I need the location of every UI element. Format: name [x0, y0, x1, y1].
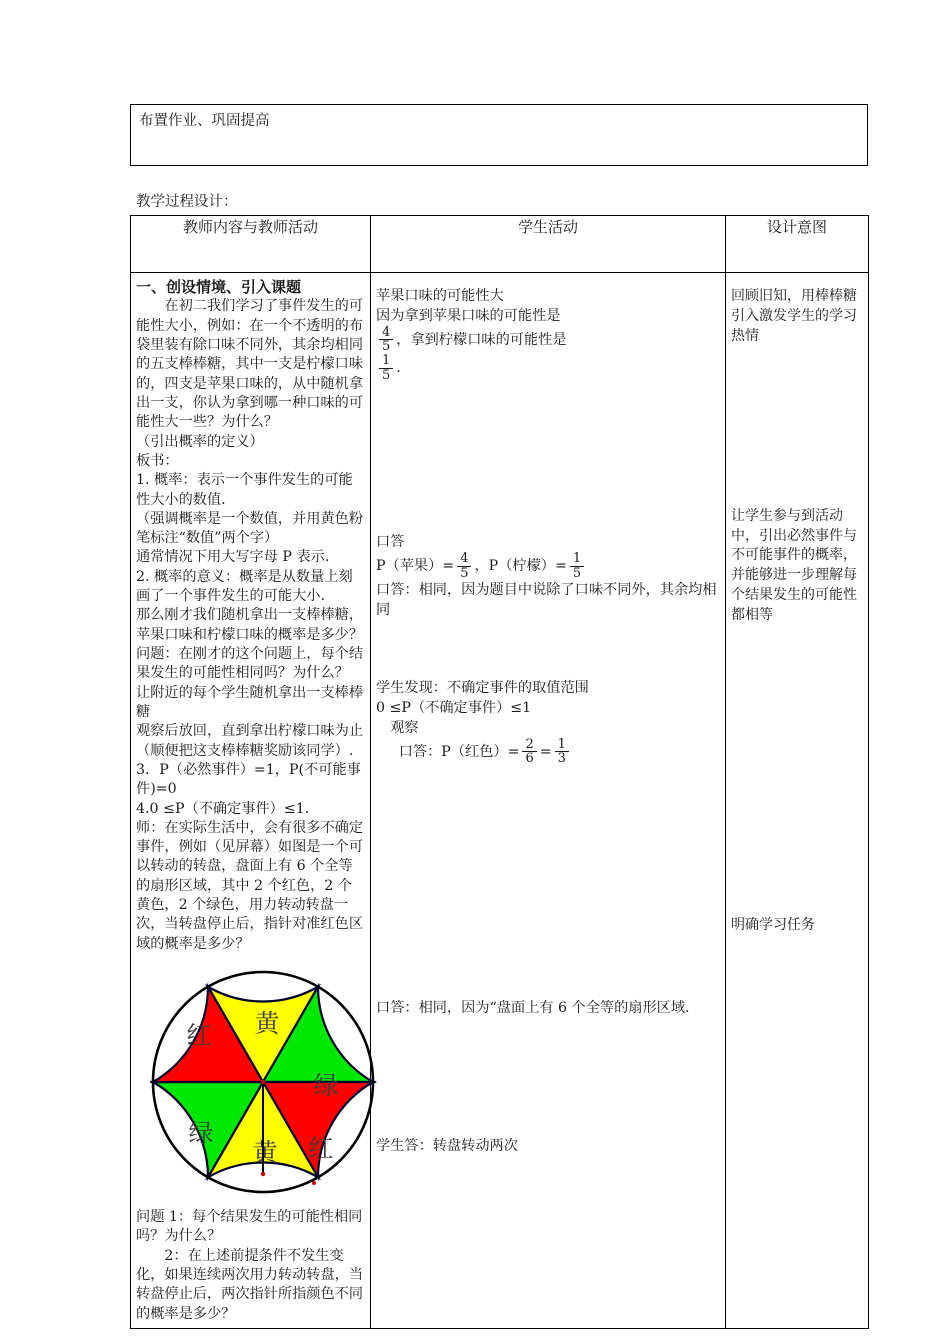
table-header-row: [131, 216, 869, 273]
fraction-denominator: 5: [457, 566, 471, 581]
student-answer-2-end: .: [396, 360, 401, 377]
fraction-one-fifth-2: [570, 552, 584, 580]
fraction-four-fifths: [379, 326, 393, 354]
spinner-diagram: [150, 968, 380, 1200]
header-teacher: 教师内容与教师活动: [131, 216, 371, 273]
student-oral-answer-3: 口答：相同，因为“盘面上有 6 个全等的扇形区域.: [376, 1000, 690, 1017]
fraction-denominator: 6: [522, 751, 536, 766]
teacher-paragraph-12: 3．P（必然事件）=1，P(不可能事件)=0: [136, 761, 361, 798]
equals-sign: =: [539, 744, 552, 761]
cell-design-intent: [726, 273, 869, 1329]
teacher-paragraph-4: 1. 概率：表示一个事件发生的可能性大小的数值.: [136, 472, 353, 508]
spinner-svg: [150, 968, 380, 1200]
prob-lemon-label: P（柠檬）=: [488, 558, 567, 575]
spinner-label-red-upper-left: 红: [186, 1021, 212, 1051]
spinner-label-green-lower-left: 绿: [188, 1119, 214, 1149]
student-spacer-top: [376, 277, 720, 287]
fraction-denominator: 5: [379, 339, 393, 354]
student-observe-label: 观察: [390, 719, 419, 736]
teacher-paragraph-11: 观察后放回，直到拿出柠檬口味为止（顺便把这支棒棒糖奖励该同学）.: [136, 723, 364, 759]
intent-spacer-2: [731, 626, 863, 916]
fraction-numerator: 1: [572, 551, 582, 567]
fraction-numerator: 1: [557, 736, 566, 752]
teacher-paragraph-8: 那么刚才我们随机拿出一支棒棒糖，苹果口味和柠檬口味的概率是多少？: [136, 607, 364, 643]
teacher-paragraph-10: 让附近的每个学生随机拿出一支棒棒糖: [136, 684, 364, 720]
fraction-one-fifth: [379, 354, 393, 382]
teacher-paragraph-13: 4.0 ≤P（不确定事件）≤1.: [136, 800, 310, 817]
intent-spacer-top: [731, 277, 863, 287]
prob-apple-label: P（苹果）=: [376, 558, 455, 575]
student-range-formula: 0 ≤P（不确定事件）≤1: [376, 700, 532, 717]
spinner-label-red-lower-right: 红: [308, 1134, 334, 1164]
header-intent: 设计意图: [726, 216, 869, 273]
teacher-paragraph-1: 在初二我们学习了事件发生的可能性大小，例如：在一个不透明的布袋里装有除口味不同外，其余均相同的五支棒棒糖，其中一支是柠檬口味的，四支是苹果口味的，从中随机拿出一支，你认为拿到哪一种口味的可能性大一些？为什么？: [136, 298, 364, 431]
teacher-section-title: 一、创设情境、引入课题: [136, 278, 302, 296]
fraction-denominator: 5: [379, 368, 393, 383]
student-answer-4: 学生答：转盘转动两次: [376, 1138, 518, 1154]
intent-note-1: 回顾旧知，用棒棒糖引入激发学生的学习热情: [731, 288, 857, 344]
student-spacer-1: [376, 383, 720, 533]
homework-box: [130, 104, 868, 166]
fraction-denominator: 3: [555, 751, 569, 766]
student-answer-2-equation-b: [376, 355, 720, 383]
header-student: 学生活动: [371, 216, 726, 273]
teacher-question-2: 2：在上述前提条件不发生变化，如果连续两次用力转动转盘，当转盘停止后，两次指针所指颜色不同的概率是多少？: [136, 1247, 364, 1322]
student-oral-label-1: 口答: [376, 534, 405, 551]
cell-teacher-content: [131, 273, 371, 1329]
student-answer-2-middle: ，拿到柠檬口味的可能性是: [396, 331, 567, 348]
teacher-paragraph-14: 师：在实际生活中，会有很多不确定事件，例如（见屏幕）如图是一个可以转动的转盘，盘面上有 6 个全等的扇形区域，其中 2 个红色，2 个黄色，2 个绿色，用力转动转盘一次，当转盘停止后，指针对准红色区域的概率是多少？: [136, 819, 364, 952]
student-spacer-2: [376, 621, 720, 679]
fraction-four-fifths-2: [457, 552, 471, 580]
student-column: [371, 273, 725, 1161]
intent-note-2: 让学生参与到活动中，引出必然事件与不可能事件的概率，并能够进一步理解每个结果发生的可能性都相等: [731, 507, 857, 623]
teacher-question-1: 问题 1：每个结果发生的可能性相同吗？为什么？: [136, 1209, 363, 1245]
prob-red-label: 口答：P（红色）=: [398, 744, 520, 761]
student-spacer-3: [376, 767, 720, 999]
student-finding-1: 学生发现：不确定事件的取值范围: [376, 680, 589, 697]
teacher-paragraph-3: 板书：: [136, 452, 179, 469]
teacher-paragraph-6: 通常情况下用大写字母 P 表示.: [136, 549, 330, 566]
teacher-paragraph-7: 2. 概率的意义：概率是从数量上刻画了一个事件发生的可能大小.: [136, 568, 353, 605]
intent-note-3: 明确学习任务: [731, 916, 815, 933]
teaching-process-table: [130, 215, 869, 1329]
intent-spacer-1: [731, 347, 863, 507]
spinner-label-yellow-top: 黄: [254, 1009, 280, 1039]
spinner-label-green-upper-right: 绿: [313, 1071, 339, 1101]
table-caption: 教学过程设计：: [136, 194, 238, 210]
student-oral-answer-2: 口答：相同，因为题目中说除了口味不同外，其余均相同: [376, 582, 717, 619]
student-answer-2-equation: [376, 324, 720, 355]
fraction-numerator: 4: [382, 324, 391, 340]
student-red-probability-equation: [376, 736, 720, 767]
intent-column: [726, 273, 868, 940]
student-answer-2-lead: 因为拿到苹果口味的可能性是: [376, 307, 561, 324]
fraction-numerator: 4: [460, 551, 469, 567]
teacher-paragraph-5: （强调概率是一个数值，并用黄色粉笔标注“数值”两个字）: [136, 510, 364, 547]
student-spacer-4: [376, 1019, 720, 1137]
teacher-paragraph-9: 问题：在刚才的这个问题上，每个结果发生的可能性相同吗？为什么？: [136, 646, 364, 682]
spinner-needle-tip-dot: [261, 1172, 265, 1176]
spinner-label-yellow-bottom: 黄: [252, 1138, 278, 1168]
spinner-needle-pivot-dot: [261, 1080, 265, 1084]
fraction-numerator: 1: [382, 353, 391, 369]
teacher-paragraph-2: （引出概率的定义）: [136, 433, 264, 450]
student-answer-1: 苹果口味的可能性大: [376, 288, 504, 304]
fraction-numerator: 2: [525, 736, 534, 752]
spinner-extra-dot: [312, 1181, 316, 1185]
student-probability-equation: [376, 553, 720, 581]
fraction-one-third: [555, 738, 569, 766]
fraction-denominator: 5: [570, 566, 584, 581]
teacher-column: [131, 273, 370, 1328]
prob-separator: ，: [474, 558, 489, 575]
table-body-row: [131, 273, 869, 1329]
fraction-two-sixths: [522, 738, 536, 766]
homework-text: 布置作业、巩固提高: [139, 113, 270, 129]
cell-student-activity: [371, 273, 726, 1329]
